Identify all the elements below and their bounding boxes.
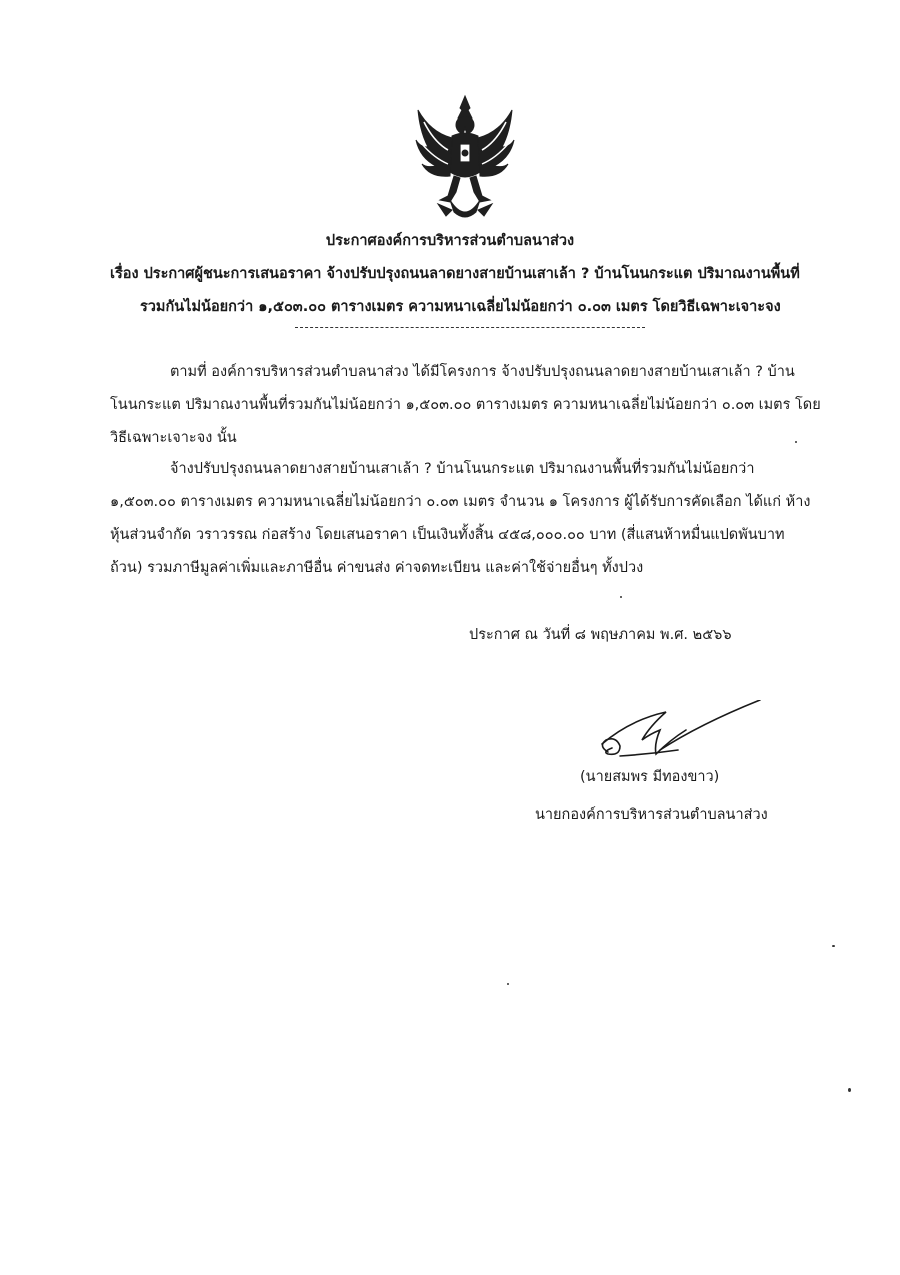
subject-line-1: เรื่อง ประกาศผู้ชนะการเสนอราคา จ้างปรับปรุงถนนลาดยางสายบ้านเสาเล้า ? บ้านโนนกระแต ปริมาณงานพื้นที่ [110,266,800,282]
signer-name: (นายสมพร มีทองขาว) [580,769,720,785]
announce-date: ประกาศ ณ วันที่ ๘ พฤษภาคม พ.ศ. ๒๕๖๖ [469,627,732,643]
divider [295,327,645,328]
paragraph-2 [110,453,840,585]
signer-position: นายกองค์การบริหารส่วนตำบลนาส่วง [535,807,768,823]
scan-speck [848,1088,851,1092]
agency-title: ประกาศองค์การบริหารส่วนตำบลนาส่วง [325,233,575,249]
paragraph-1 [110,356,840,455]
handwritten-signature-icon [590,700,765,770]
paragraph-2-line-4: ถ้วน) รวมภาษีมูลค่าเพิ่มและภาษีอื่น ค่าขนส่ง ค่าจดทะเบียน และค่าใช้จ่ายอื่นๆ ทั้งปวง [110,560,644,576]
paragraph-1-line-1: ตามที่ องค์การบริหารส่วนตำบลนาส่วง ได้มีโครงการ จ้างปรับปรุงถนนลาดยางสายบ้านเสาเล้า ? บ้าน [170,364,795,380]
scan-speck [620,596,622,598]
paragraph-2-line-3: หุ้นส่วนจำกัด วราวรรณ ก่อสร้าง โดยเสนอราคา เป็นเงินทั้งสิ้น ๔๕๘,๐๐๐.๐๐ บาท (สี่แสนห้าหมื่นแปดพันบาท [110,527,785,543]
scan-speck [507,983,509,985]
paragraph-2-line-2: ๑,๕๐๓.๐๐ ตารางเมตร ความหนาเฉลี่ยไม่น้อยกว่า ๐.๐๓ เมตร จำนวน ๑ โครงการ ผู้ได้รับการคัดเลือก ได้แก่ ห้าง [110,494,811,510]
scan-speck [832,945,835,947]
paragraph-2-line-1: จ้างปรับปรุงถนนลาดยางสายบ้านเสาเล้า ? บ้านโนนกระแต ปริมาณงานพื้นที่รวมกันไม่น้อยกว่า [170,461,755,477]
garuda-emblem-icon [410,92,520,227]
scan-speck [795,441,797,443]
paragraph-1-line-3: วิธีเฉพาะเจาะจง นั้น [110,430,237,446]
paragraph-1-line-2: โนนกระแต ปริมาณงานพื้นที่รวมกันไม่น้อยกว่า ๑,๕๐๓.๐๐ ตารางเมตร ความหนาเฉลี่ยไม่น้อยกว่า ๐.๐๓ เมตร โดย [110,397,821,413]
subject-line-2: รวมกันไม่น้อยกว่า ๑,๕๐๓.๐๐ ตารางเมตร ความหนาเฉลี่ยไม่น้อยกว่า ๐.๐๓ เมตร โดยวิธีเฉพาะเจาะจง [140,299,781,315]
